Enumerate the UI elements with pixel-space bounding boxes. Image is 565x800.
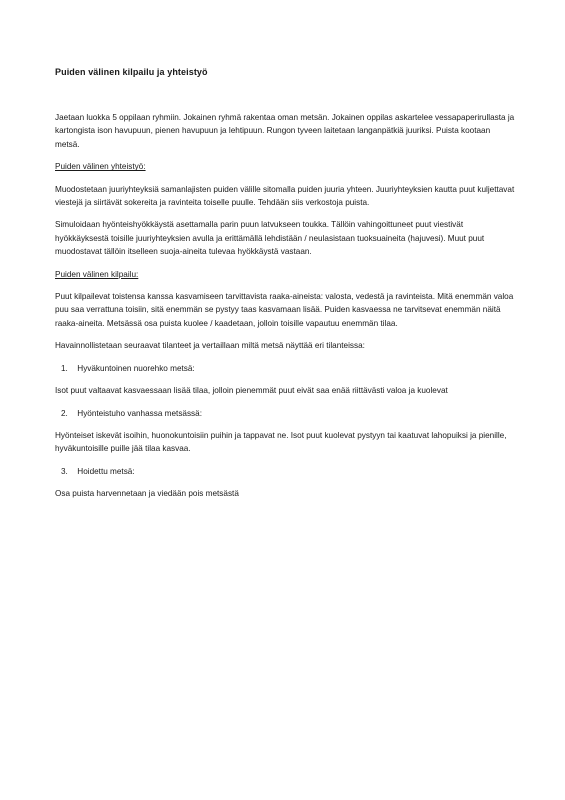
- section-heading-competition: Puiden välinen kilpailu:: [55, 269, 139, 279]
- list-item-label: Hoidettu metsä:: [77, 466, 135, 476]
- document-body: [55, 111, 515, 510]
- cooperation-paragraph-1: Muodostetaan juuriyhteyksiä samanlajisten puiden välille sitomalla puiden juuria yhteen. Juuriyhteyksien kautta puut kuljettavat viestejä ja siirtävät sokereita ja ravinteita toiselle puulle. Tehdään siis verkostoja puista.: [55, 184, 515, 208]
- competition-paragraph-2: Havainnollistetaan seuraavat tilanteet ja vertaillaan miltä metsä näyttää eri tilanteissa:: [55, 341, 365, 351]
- list-number: 1.: [61, 363, 68, 373]
- list-number: 3.: [61, 466, 68, 476]
- list-item-label: Hyväkuntoinen nuorehko metsä:: [77, 363, 195, 373]
- list-item-body: Hyönteiset iskevät isoihin, huonokuntoisiin puihin ja tappavat ne. Isot puut kuolevat pystyyn tai kaatuvat lahopuiksi ja pienille, hyväkuntoisille puille jää tilaa kasvaa.: [55, 430, 507, 454]
- list-item-1: [55, 362, 515, 375]
- document-title: Puiden välinen kilpailu ja yhteistyö: [55, 67, 208, 77]
- section-heading-cooperation: Puiden välinen yhteistyö:: [55, 162, 146, 172]
- cooperation-paragraph-2: Simuloidaan hyönteishyökkäystä asettamalla parin puun latvukseen toukka. Tällöin vahingoittuneet puut viestivät hyökkäyksestä toisille juuriyhteyksien avulla ja erittämällä lehdistään / neulasistaan tuoksuaineita (hajuvesi). Muut puut muodostavat tällöin itselleen suoja-aineita tulevaa hyökkäystä vastaan.: [55, 220, 485, 257]
- list-item-body: Isot puut valtaavat kasvaessaan lisää tilaa, jolloin pienemmät puut eivät saa enää riittävästi valoa ja kuolevat: [55, 386, 448, 396]
- competition-paragraph-1: Puut kilpailevat toistensa kanssa kasvamiseen tarvittavista raaka-aineista: valosta, vedestä ja ravinteista. Mitä enemmän valoa puu saa verrattuna toisiin, sitä enemmän se pystyy taas kasvamaan lisää. Puiden kasvaessa ne tarvitsevat enemmän näitä raaka-aineita. Metsässä osa puista kuolee / kaadetaan, jolloin toisille vapautuu enemmän tilaa.: [55, 292, 514, 328]
- intro-paragraph: Jaetaan luokka 5 oppilaan ryhmiin. Jokainen ryhmä rakentaa oman metsän. Jokainen oppilas askartelee vessapaperirullasta ja kartongista ison havupuun, pienen havupuun ja lehtipuun. Rungon tyveen laitetaan langanpätkiä juuriksi. Puista kootaan metsä.: [55, 113, 515, 149]
- list-item-body: Osa puista harvennetaan ja viedään pois metsästä: [55, 489, 239, 499]
- list-item-label: Hyönteistuho vanhassa metsässä:: [77, 408, 202, 418]
- list-item-2: [55, 407, 515, 420]
- list-item-3: [55, 465, 515, 478]
- list-number: 2.: [61, 408, 68, 418]
